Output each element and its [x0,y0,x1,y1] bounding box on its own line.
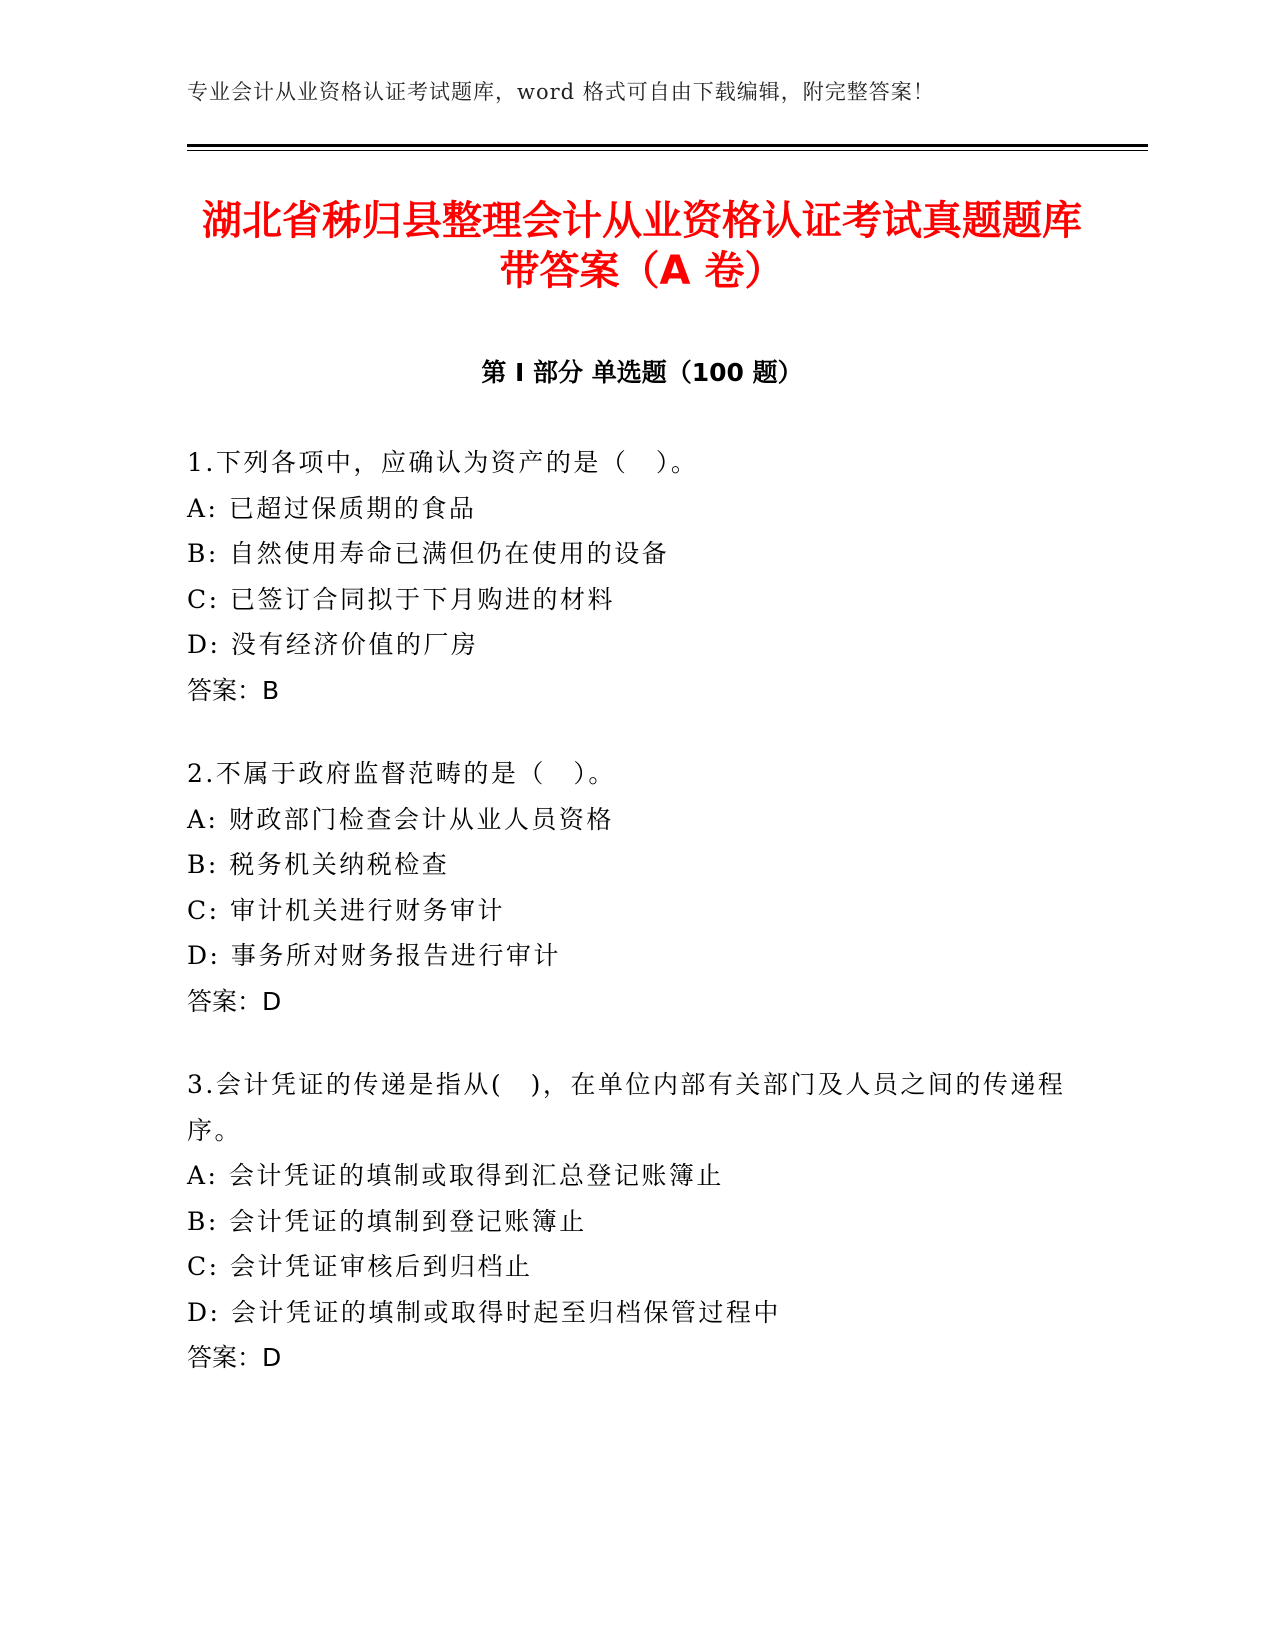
section-title: 第 I 部分 单选题（100 题） [481,358,803,387]
option-c: C: 审计机关进行财务审计 [187,895,505,925]
answer: 答案：D [187,1343,282,1372]
option-d: D: 事务所对财务报告进行审计 [187,941,561,970]
option-b: B: 自然使用寿命已满但仍在使用的设备 [187,539,670,568]
question-1 [187,440,1087,713]
option-d: D: 会计凭证的填制或取得时起至归档保管过程中 [187,1297,781,1327]
option-a: A: 财政部门检查会计从业人员资格 [187,804,614,834]
answer: 答案：B [187,675,280,705]
option-b: B: 会计凭证的填制到登记账簿止 [187,1206,587,1236]
option-c: C: 会计凭证审核后到归档止 [187,1252,533,1281]
option-b: B: 税务机关纳税检查 [187,850,450,879]
question-3 [187,1062,1087,1381]
option-a: A: 会计凭证的填制或取得到汇总登记账簿止 [187,1161,724,1190]
option-a: A: 已超过保质期的食品 [187,493,477,523]
option-c: C: 已签订合同拟于下月购进的材料 [187,584,615,614]
question-list [187,440,1087,1419]
question-2 [187,751,1087,1024]
answer: 答案：D [187,986,282,1016]
header-rule-thick [187,144,1148,147]
document-title: 湖北省秭归县整理会计从业资格认证考试真题题库带答案（A 卷） [202,198,1082,294]
header-note: 专业会计从业资格认证考试题库，word 格式可自由下载编辑，附完整答案！ [187,80,935,104]
question-stem: 2.不属于政府监督范畴的是（ ）。 [187,759,616,788]
question-stem: 1.下列各项中，应确认为资产的是（ ）。 [187,448,699,477]
question-stem: 3.会计凭证的传递是指从( )，在单位内部有关部门及人员之间的传递程序。 [187,1070,1066,1145]
option-d: D: 没有经济价值的厂房 [187,630,479,659]
header-rule-thin [187,150,1148,151]
